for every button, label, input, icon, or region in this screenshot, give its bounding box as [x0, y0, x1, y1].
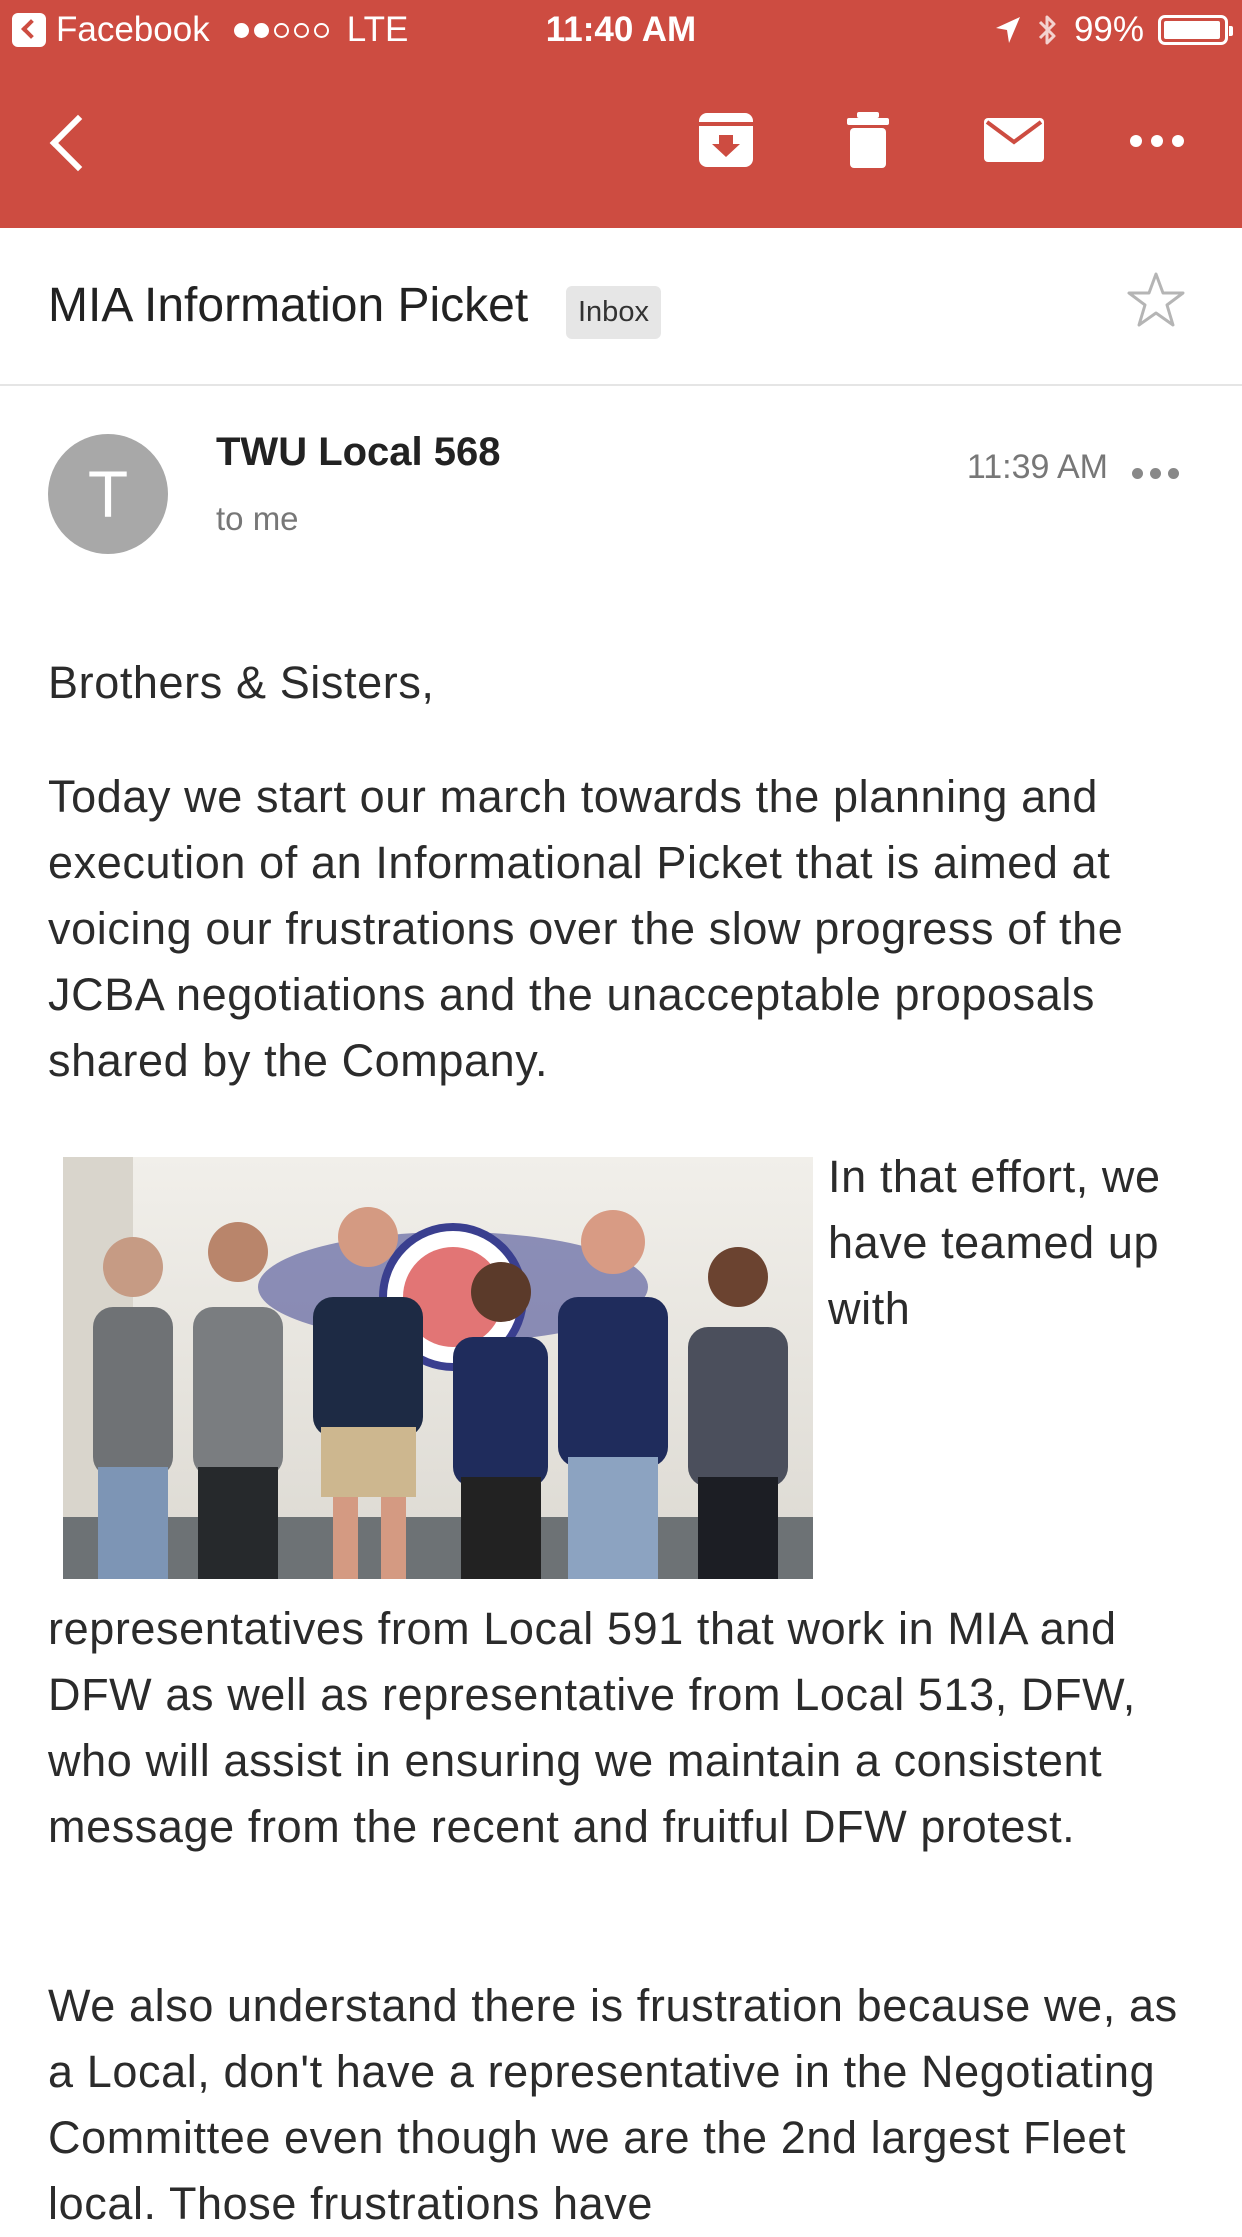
- inbox-label-badge[interactable]: Inbox: [566, 286, 661, 339]
- email-paragraph-2: representatives from Local 591 that work in MIA and DFW as well as representative from Local 513, DFW, who will assist in ensuring we maintain a consistent message from the recent and fruitful DFW protest.: [48, 1603, 1136, 1852]
- archive-button[interactable]: [696, 110, 756, 170]
- more-icon: [1130, 135, 1184, 147]
- archive-icon: [696, 110, 756, 170]
- status-bar: [0, 0, 1242, 62]
- back-to-app-label[interactable]: Facebook: [56, 10, 210, 49]
- email-paragraph-1: Today we start our march towards the planning and execution of an Informational Picket that is aimed at voicing our frustrations over the slow progress of the JCBA negotiations and the unacceptable proposals shared by the Company.: [48, 771, 1124, 1086]
- mark-unread-button[interactable]: [982, 110, 1042, 170]
- email-subject: MIA Information Picket: [48, 279, 529, 332]
- back-button[interactable]: [44, 113, 94, 173]
- app-bar: [0, 0, 1242, 228]
- email-paragraph-3: We also understand there is frustration because we, as a Local, don't have a representative in the Negotiating Committee even though we are the 2nd largest Fleet local. Those frustrations have: [48, 1980, 1178, 2229]
- group-photo-image: [63, 1157, 813, 1579]
- star-icon: [1124, 268, 1188, 332]
- carrier-label: LTE: [346, 10, 409, 49]
- subject-row: [0, 228, 1242, 386]
- bluetooth-icon: [1036, 12, 1060, 48]
- sent-time: 11:39 AM: [966, 448, 1108, 486]
- sender-name[interactable]: TWU Local 568: [216, 430, 501, 474]
- star-button[interactable]: [1124, 268, 1188, 332]
- trash-icon: [838, 110, 898, 170]
- email-paragraph-2-wrap: In that effort, we have teamed up with: [828, 1151, 1161, 1334]
- battery-percent: 99%: [1073, 10, 1144, 49]
- status-right: [994, 10, 1228, 50]
- sender-header: [0, 386, 1242, 556]
- status-time: 11:40 AM: [545, 10, 697, 49]
- back-arrow-icon: [50, 115, 107, 172]
- location-arrow-icon: [994, 15, 1022, 45]
- group-photo[interactable]: [63, 1157, 813, 1579]
- mail-icon: [982, 110, 1046, 170]
- message-more-icon[interactable]: [1132, 468, 1179, 479]
- more-options-button[interactable]: [1130, 110, 1190, 170]
- email-greeting: Brothers & Sisters,: [48, 657, 435, 708]
- recipient-details[interactable]: to me: [216, 500, 299, 537]
- delete-button[interactable]: [838, 110, 898, 170]
- avatar[interactable]: T: [48, 434, 168, 554]
- battery-icon: [1158, 15, 1228, 45]
